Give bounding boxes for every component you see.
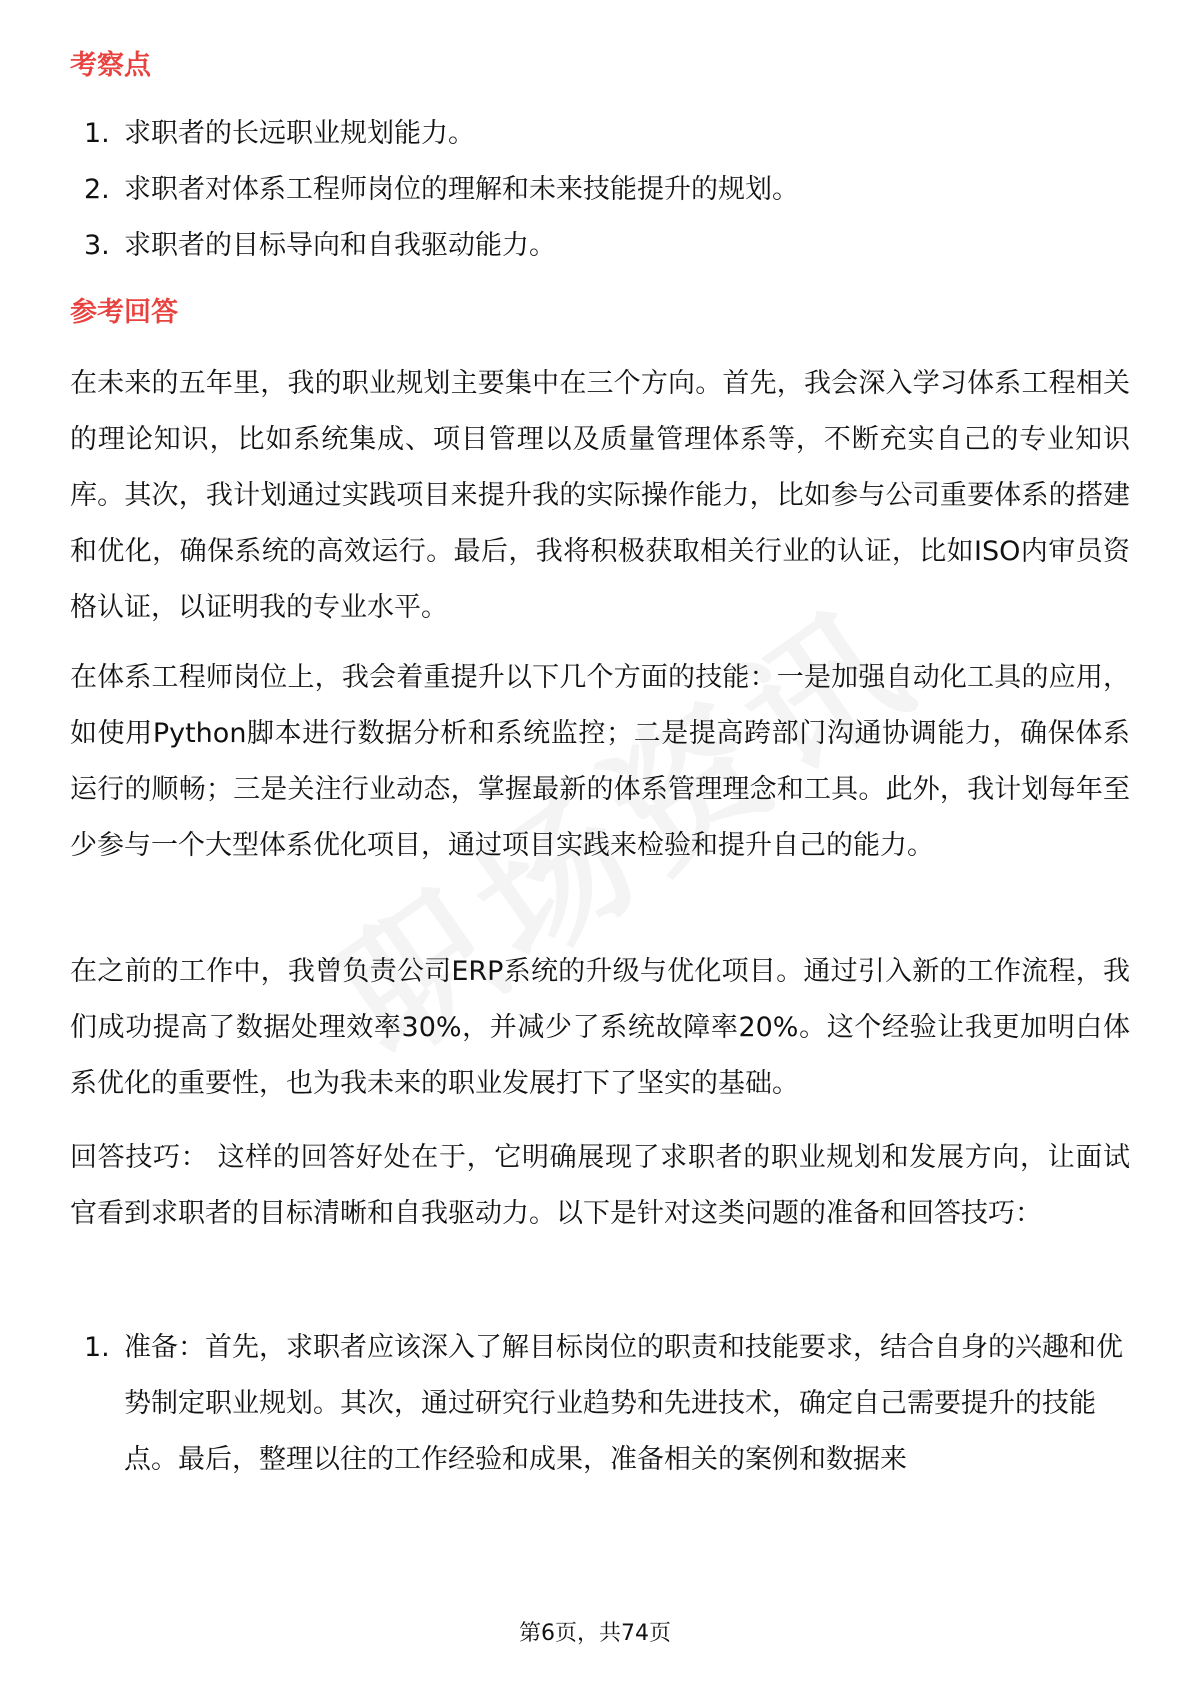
heading-points: 考察点: [70, 50, 151, 81]
list-item: 1. 求职者的长远职业规划能力。: [84, 118, 475, 149]
points-list: [70, 106, 1130, 274]
answer-paragraph-3: 在之前的工作中，我曾负责公司ERP系统的升级与优化项目。通过引入新的工作流程，我们成功提高了数据处理效率30%，并减少了系统故障率20%。这个经验让我更加明白体系优化的重要性，也为我未来的职业发展打下了坚实的基础。: [70, 956, 1130, 1099]
list-item: 2. 求职者对体系工程师岗位的理解和未来技能提升的规划。: [84, 174, 799, 205]
page-number: 第6页，共74页: [519, 1621, 671, 1646]
answer-tips-intro: 回答技巧： 这样的回答好处在于，它明确展现了求职者的职业规划和发展方向，让面试官看到求职者的目标清晰和自我驱动力。以下是针对这类问题的准备和回答技巧：: [70, 1142, 1130, 1229]
answer-paragraph-2: 在体系工程师岗位上，我会着重提升以下几个方面的技能：一是加强自动化工具的应用，如使用Python脚本进行数据分析和系统监控；二是提高跨部门沟通协调能力，确保体系运行的顺畅；三是关注行业动态，掌握最新的体系管理理念和工具。此外，我计划每年至少参与一个大型体系优化项目，通过项目实践来检验和提升自己的能力。: [70, 662, 1130, 861]
tips-list: [70, 1320, 1130, 1488]
list-item: 1. 准备：首先，求职者应该深入了解目标岗位的职责和技能要求，结合自身的兴趣和优势制定职业规划。其次，通过研究行业趋势和先进技术，确定自己需要提升的技能点。最后，整理以往的工作经验和成果，准备相关的案例和数据来: [84, 1332, 1123, 1475]
answer-paragraph-1: 在未来的五年里，我的职业规划主要集中在三个方向。首先，我会深入学习体系工程相关的理论知识，比如系统集成、项目管理以及质量管理体系等，不断充实自己的专业知识库。其次，我计划通过实践项目来提升我的实际操作能力，比如参与公司重要体系的搭建和优化，确保系统的高效运行。最后，我将积极获取相关行业的认证，比如ISO内审员资格认证，以证明我的专业水平。: [70, 368, 1130, 623]
list-item: 3. 求职者的目标导向和自我驱动能力。: [84, 230, 556, 261]
heading-answer: 参考回答: [70, 297, 178, 328]
